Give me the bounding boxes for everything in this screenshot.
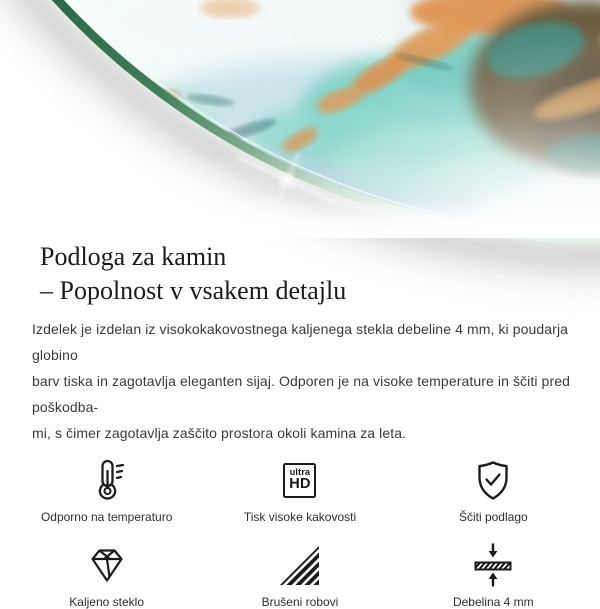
description-line: barv tiska in zagotavlja eleganten sijaj. Odporen je na visoke temperature in ščiti pred poškodba-	[32, 373, 570, 415]
product-description	[32, 316, 572, 446]
feature-label: Brušeni robovi	[261, 595, 339, 609]
feature-tempered-glass	[10, 540, 203, 609]
feature-label: Tisk visoke kakovosti	[243, 510, 357, 524]
feature-label: Odporno na temperaturo	[40, 510, 173, 524]
ultra-hd-icon-text-top: ultra	[289, 467, 311, 477]
diamond-icon	[83, 540, 131, 590]
page-title-line1: Podloga za kamin	[40, 242, 227, 271]
glass-panel-image	[0, 0, 600, 238]
feature-polished-edges	[203, 540, 396, 609]
feature-temperature-resistant	[10, 455, 203, 524]
feature-label: Ščiti podlago	[458, 510, 528, 524]
description-line: mi, s čimer zagotavlja zaščito prostora okoli kamina za leta.	[32, 425, 407, 441]
feature-thickness	[397, 540, 590, 609]
page-title-line2: – Popolnost v vsakem detajlu	[40, 276, 347, 305]
product-photo	[0, 0, 600, 238]
feature-print-quality	[203, 455, 396, 524]
polished-edges-icon	[276, 540, 324, 590]
feature-protects-surface	[397, 455, 590, 524]
thickness-icon	[469, 540, 517, 590]
features-grid	[10, 455, 590, 609]
feature-label: Debelina 4 mm	[452, 595, 534, 609]
ultra-hd-icon	[283, 455, 316, 505]
feature-label: Kaljeno steklo	[69, 595, 145, 609]
ultra-hd-icon-text-bottom: HD	[289, 476, 311, 492]
thermometer-icon	[83, 455, 131, 505]
shield-check-icon	[469, 455, 517, 505]
description-line: Izdelek je izdelan iz visokokakovostnega kaljenega stekla debeline 4 mm, ki poudarja globino	[32, 321, 569, 363]
